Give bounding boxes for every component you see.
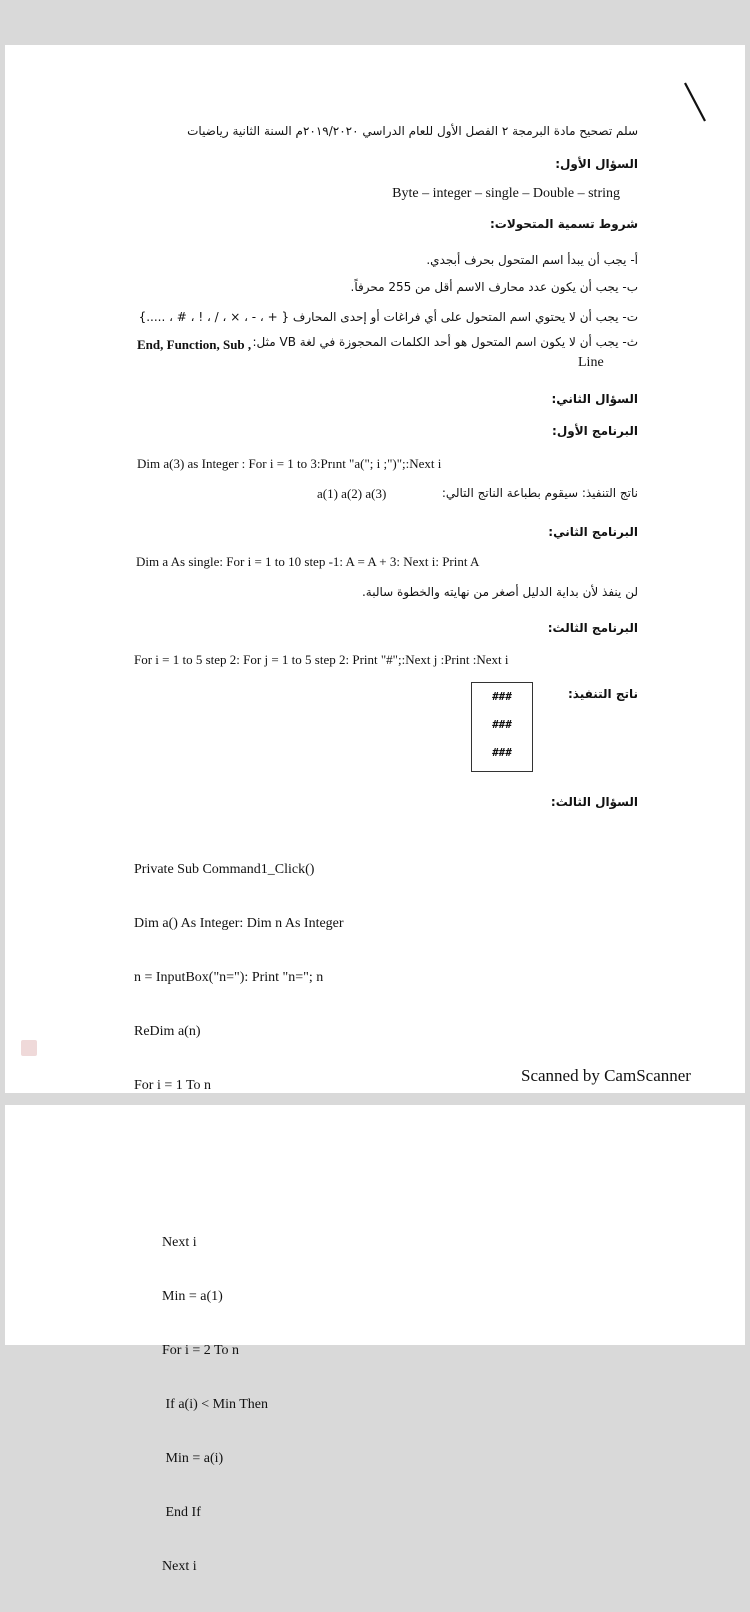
code-line: Private Sub Command1_Click() (134, 862, 315, 877)
q2-title: السؤال الثاني: (551, 392, 638, 406)
prog1-code: Dim a(3) as Integer : For i = 1 to 3:Prınt "a("; i ;")";:Next i (137, 456, 442, 471)
prog3-result-label: ناتج التنفيذ: (567, 687, 638, 701)
prog3-title: البرنامج الثالث: (547, 621, 638, 635)
code-line: Min = a(1) (162, 1289, 223, 1304)
prog3-output-box (471, 682, 533, 772)
q3-title: السؤال الثالث: (550, 795, 638, 809)
output-row: ### (492, 746, 512, 759)
rule-a: أ- يجب أن يبدأ اسم المتحول بحرف أبجدي. (426, 253, 638, 267)
prog2-title: البرنامج الثاني: (548, 525, 638, 539)
code-line: For i = 2 To n (162, 1343, 240, 1358)
rule-c: ت- يجب أن لا يحتوي اسم المتحول على أي فراغات أو إحدى المحارف { + ، - ، × ، / ، ! ، # ، .....} (138, 310, 638, 324)
q1-types: Byte – integer – single – Double – string (392, 186, 620, 201)
page2-code-block (162, 1198, 268, 1612)
output-row: ### (492, 690, 512, 703)
prog3-code: For i = 1 to 5 step 2: For j = 1 to 5 step 2: Print "#";:Next j :Print :Next i (134, 652, 509, 667)
document-header: سلم تصحيح مادة البرمجة ٢ الفصل الأول للعام الدراسي ٢٠١٩/٢٠٢٠م السنة الثانية رياضيات (187, 124, 638, 138)
page-number-mark (681, 77, 711, 127)
output-row: ### (492, 718, 512, 731)
rule-d-line: Line (578, 355, 604, 370)
code-line: Min = a(i) (162, 1451, 224, 1466)
prog1-title: البرنامج الأول: (552, 424, 638, 438)
prog1-result: a(1) a(2) a(3) (317, 486, 387, 501)
code-line: n = InputBox("n="): Print "n="; n (134, 970, 324, 985)
scan-smudge (21, 1040, 37, 1056)
scanner-watermark: Scanned by CamScanner (521, 1066, 691, 1085)
code-line: Next i (162, 1235, 197, 1250)
q1-title: السؤال الأول: (555, 157, 638, 171)
rule-d: ث- يجب أن لا يكون اسم المتحول هو أحد الكلمات المحجوزة في لغة VB مثل: (252, 335, 638, 349)
prog2-note: لن ينفذ لأن بداية الدليل أصغر من نهايته والخطوة سالبة. (361, 585, 638, 599)
scanned-page-2 (5, 1105, 745, 1574)
prog1-result-label: ناتج التنفيذ: سيقوم بطباعة الناتج التالي: (441, 486, 638, 500)
scanned-page-1 (5, 45, 745, 1093)
naming-rules-title: شروط تسمية المتحولات: (489, 217, 638, 231)
code-line: For i = 1 To n (134, 1078, 212, 1093)
prog2-code: Dim a As single: For i = 1 to 10 step -1: A = A + 3: Next i: Print A (136, 554, 480, 569)
code-line: Dim a() As Integer: Dim n As Integer (134, 916, 344, 931)
rule-d-keywords: End, Function, Sub , (137, 337, 252, 352)
code-line: Next i (162, 1559, 197, 1574)
code-line: End If (162, 1505, 201, 1520)
code-line: ReDim a(n) (134, 1024, 201, 1039)
rule-b: ب- يجب أن يكون عدد محارف الاسم أقل من 255 محرفاً. (350, 280, 638, 294)
code-line: If a(i) < Min Then (162, 1397, 268, 1412)
